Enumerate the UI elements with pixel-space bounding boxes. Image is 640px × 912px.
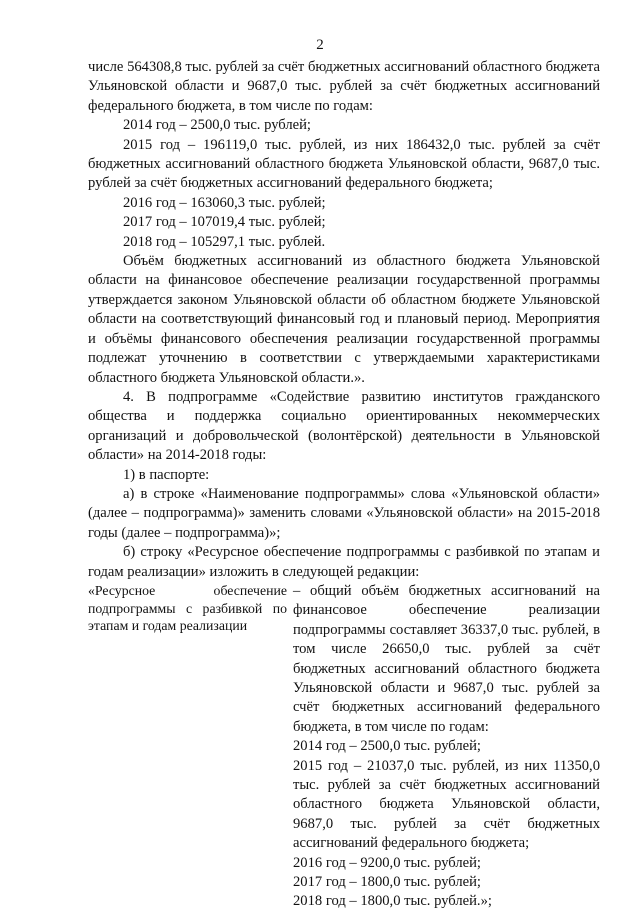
- paragraph-1: числе 564308,8 тыс. рублей за счёт бюджетных ассигнований областного бюджета Ульяновской области и 9687,0 тыс. рублей за счёт бюджетных ассигнований федерального бюджета, в том числе по годам:: [88, 59, 600, 114]
- resource-separator: –: [293, 582, 301, 599]
- paragraph-item-a: а) в строке «Наименование подпрограммы» слова «Ульяновской области» (далее – подпрограмма)» заменить словами «Ульяновской области» на 2015-2018 годы (далее – подпрограмма)»;: [88, 485, 600, 541]
- resource-year-2015: 2015 год – 21037,0 тыс. рублей, из них 11350,0 тыс. рублей за счёт бюджетных ассигнований областного бюджета Ульяновской области, 9687,0 тыс. рублей за счёт бюджетных ассигнований федерального бюджета;: [293, 757, 600, 852]
- paragraph-year-2016: 2016 год – 163060,3 тыс. рублей;: [123, 194, 326, 211]
- resource-year-2014: 2014 год – 2500,0 тыс. рублей;: [293, 738, 481, 755]
- document-body: [88, 58, 600, 912]
- resource-paragraph-total: [293, 582, 600, 737]
- paragraph-item-b: б) строку «Ресурсное обеспечение подпрограммы с разбивкой по этапам и годам реализации» изложить в следующей редакции:: [88, 544, 600, 580]
- resource-year-2016: 2016 год – 9200,0 тыс. рублей;: [293, 854, 481, 871]
- resource-row-value: [293, 582, 600, 912]
- resource-total-text: общий объём бюджетных ассигнований на финансовое обеспечение реализации подпрограммы составляет 36337,0 тыс. рублей, в том числе 26650,0 тыс. рублей за счёт бюджетных ассигнований областного бюджета Ульяновской области и 9687,0 тыс. рублей за счёт бюджетных ассигнований федерального бюджета, в том числе по годам:: [293, 582, 601, 735]
- page-number: 2: [316, 37, 324, 53]
- paragraph-budget-volume: Объём бюджетных ассигнований из областного бюджета Ульяновской области на финансовое обеспечение реализации государственной программы утверждается законом Ульяновской области об областном бюджете Ульяновской области на соответствующий финансовый год и плановый период. Мероприятия и объёмы финансового обеспечения реализации государственной программы подлежат уточнению в соответствии с утверждаемыми характеристиками областного бюджета Ульяновской области.».: [88, 253, 600, 386]
- resource-year-2018: 2018 год – 1800,0 тыс. рублей.»;: [293, 893, 492, 910]
- paragraph-passport: 1) в паспорте:: [123, 466, 210, 483]
- resource-row-label: [88, 582, 293, 912]
- paragraph-year-2014: 2014 год – 2500,0 тыс. рублей;: [123, 117, 311, 134]
- resource-row-label-text: «Ресурсное обеспечение подпрограммы с разбивкой по этапам и годам реализации: [88, 582, 287, 634]
- paragraph-year-2015: 2015 год – 196119,0 тыс. рублей, из них 186432,0 тыс. рублей за счёт бюджетных ассигнований областного бюджета Ульяновской области, 9687,0 тыс. рублей за счёт бюджетных ассигнований федерального бюджета;: [88, 136, 600, 192]
- paragraph-year-2018: 2018 год – 105297,1 тыс. рублей.: [123, 233, 326, 250]
- resource-year-2017: 2017 год – 1800,0 тыс. рублей;: [293, 874, 481, 891]
- paragraph-subprogram-4: 4. В подпрограмме «Содействие развитию институтов гражданского общества и поддержка социально ориентированных некоммерческих организаций и добровольческой (волонтёрской) деятельности в Ульяновской области» на 2014-2018 годы:: [88, 388, 600, 464]
- resource-table-row: [88, 582, 600, 912]
- paragraph-year-2017: 2017 год – 107019,4 тыс. рублей;: [123, 214, 326, 231]
